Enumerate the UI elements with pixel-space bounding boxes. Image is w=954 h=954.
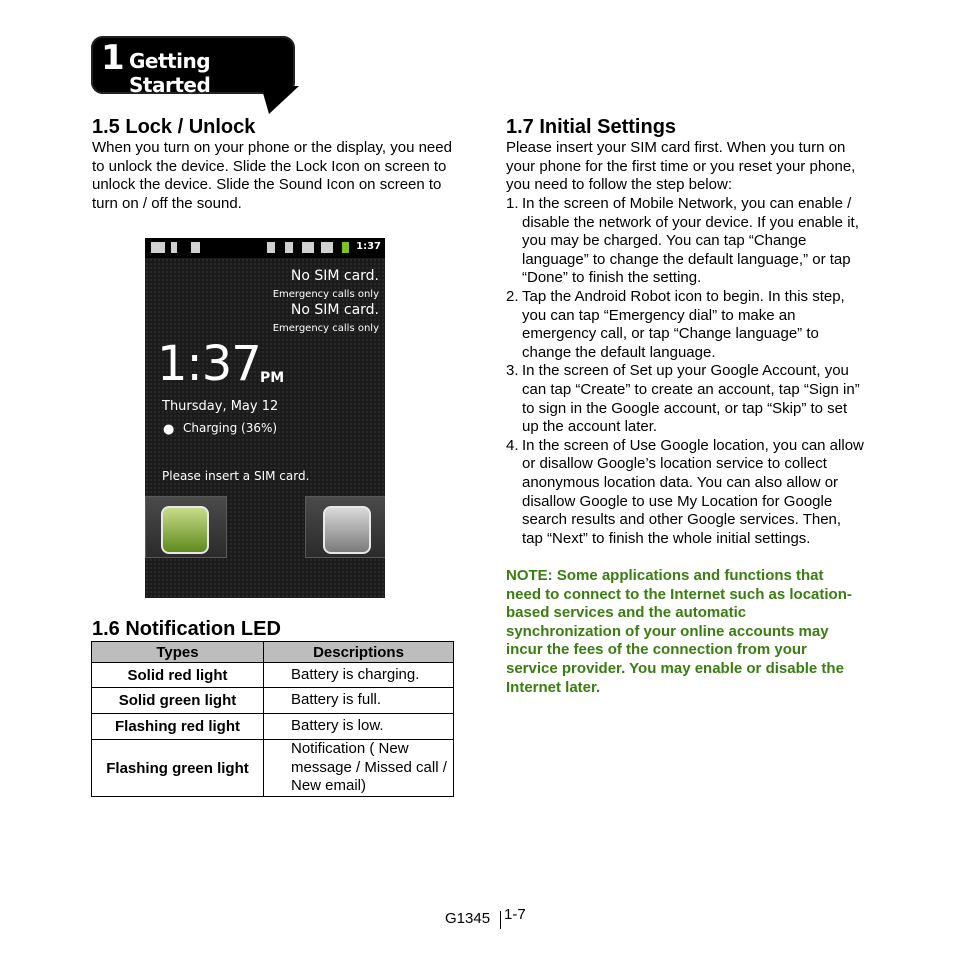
signal1-icon xyxy=(302,242,314,253)
charging-icon: ● xyxy=(163,422,175,437)
footer-divider xyxy=(500,911,501,929)
notification-icon xyxy=(151,242,165,253)
list-item xyxy=(506,195,866,288)
step-number: 1. xyxy=(506,195,519,212)
signal2-icon xyxy=(321,242,333,253)
led-type: Solid red light xyxy=(92,663,264,688)
sim1-icon xyxy=(267,242,275,253)
initial-steps xyxy=(506,195,866,548)
emergency-text-2: Emergency calls only xyxy=(272,323,379,334)
initial-heading: 1.7 Initial Settings xyxy=(506,116,677,138)
led-type: Flashing green light xyxy=(92,740,264,797)
led-table xyxy=(91,641,454,797)
footer-model: G1345 xyxy=(445,910,491,927)
chapter-title: Getting Started xyxy=(129,49,211,97)
lockscreen-screenshot xyxy=(145,238,385,598)
step-number: 3. xyxy=(506,362,519,380)
lock-date: Thursday, May 12 xyxy=(162,399,279,414)
step-number: 2. xyxy=(506,287,519,305)
lock-heading: 1.5 Lock / Unlock xyxy=(92,116,256,138)
led-type: Solid green light xyxy=(92,688,264,714)
footer-page: 1-7 xyxy=(504,906,526,923)
led-type: Flashing red light xyxy=(92,714,264,740)
emergency-text-1: Emergency calls only xyxy=(272,289,379,300)
insert-sim-text: Please insert a SIM card. xyxy=(162,469,310,483)
led-desc: Notification ( New message / Missed call / New email) xyxy=(264,740,454,797)
sound-icon[interactable] xyxy=(323,506,371,554)
led-desc: Battery is charging. xyxy=(264,663,454,688)
list-item xyxy=(506,362,866,436)
step-text: In the screen of Set up your Google Account, you can tap “Create” to create an account, tap “Sign in” to sign in the Google account, or tap “Skip” to set up the account later. xyxy=(522,362,860,436)
chapter-badge xyxy=(91,36,296,114)
usb-icon xyxy=(171,242,177,253)
table-row xyxy=(92,714,454,740)
led-desc: Battery is full. xyxy=(264,688,454,714)
charging-status: Charging (36%) xyxy=(183,421,278,435)
battery-icon xyxy=(342,242,349,253)
header-types: Types xyxy=(92,642,264,663)
table-header-row xyxy=(92,642,454,663)
step-text: In the screen of Mobile Network, you can enable / disable the network of your device. If you enable it, you may be charged. You can tap “Change language” to change the default language,” or tap “Done” to finish the setting. xyxy=(522,195,859,287)
lock-clock: 1:37 xyxy=(157,336,261,392)
note-text: NOTE: Some applications and functions that need to connect to the Internet such as location-based services and the automatic synchronization of your online accounts may incur the fees of the connection from your service provider. You may enable or disable the Internet later. xyxy=(506,567,852,696)
table-row xyxy=(92,740,454,797)
status-time: 1:37 xyxy=(356,241,381,252)
lock-icon[interactable] xyxy=(161,506,209,554)
header-descriptions: Descriptions xyxy=(264,642,454,663)
step-number: 4. xyxy=(506,436,519,454)
table-row xyxy=(92,663,454,688)
initial-intro: Please insert your SIM card first. When you turn on your phone for the first time or you reset your phone, you need to follow the step below: xyxy=(506,139,856,194)
no-sim-text-2: No SIM card. xyxy=(290,302,379,318)
list-item xyxy=(506,437,866,549)
led-desc: Battery is low. xyxy=(264,714,454,740)
step-text: Tap the Android Robot icon to begin. In this step, you can tap “Emergency dial” to make an emergency call, or tap “Change language” to change the default language. xyxy=(522,287,845,361)
list-item xyxy=(506,288,866,362)
no-sim-text-1: No SIM card. xyxy=(290,268,379,284)
chapter-number: 1 xyxy=(101,38,125,78)
sim2-icon xyxy=(285,242,293,253)
table-row xyxy=(92,688,454,714)
led-heading: 1.6 Notification LED xyxy=(92,618,281,640)
lock-ampm: PM xyxy=(260,370,285,386)
lock-body: When you turn on your phone or the display, you need to unlock the device. Slide the Lock Icon on screen to unlock the device. Slide the Sound Icon on screen to turn on / off the sound. xyxy=(92,139,452,212)
status-bar xyxy=(145,238,385,258)
android-icon xyxy=(191,242,200,253)
step-text: In the screen of Use Google location, you can allow or disallow Google’s location service to collect anonymous location data. You can also allow or disallow Google to use My Location for Google search results and other Google services. Then, tap “Next” to finish the whole initial settings. xyxy=(522,436,864,547)
